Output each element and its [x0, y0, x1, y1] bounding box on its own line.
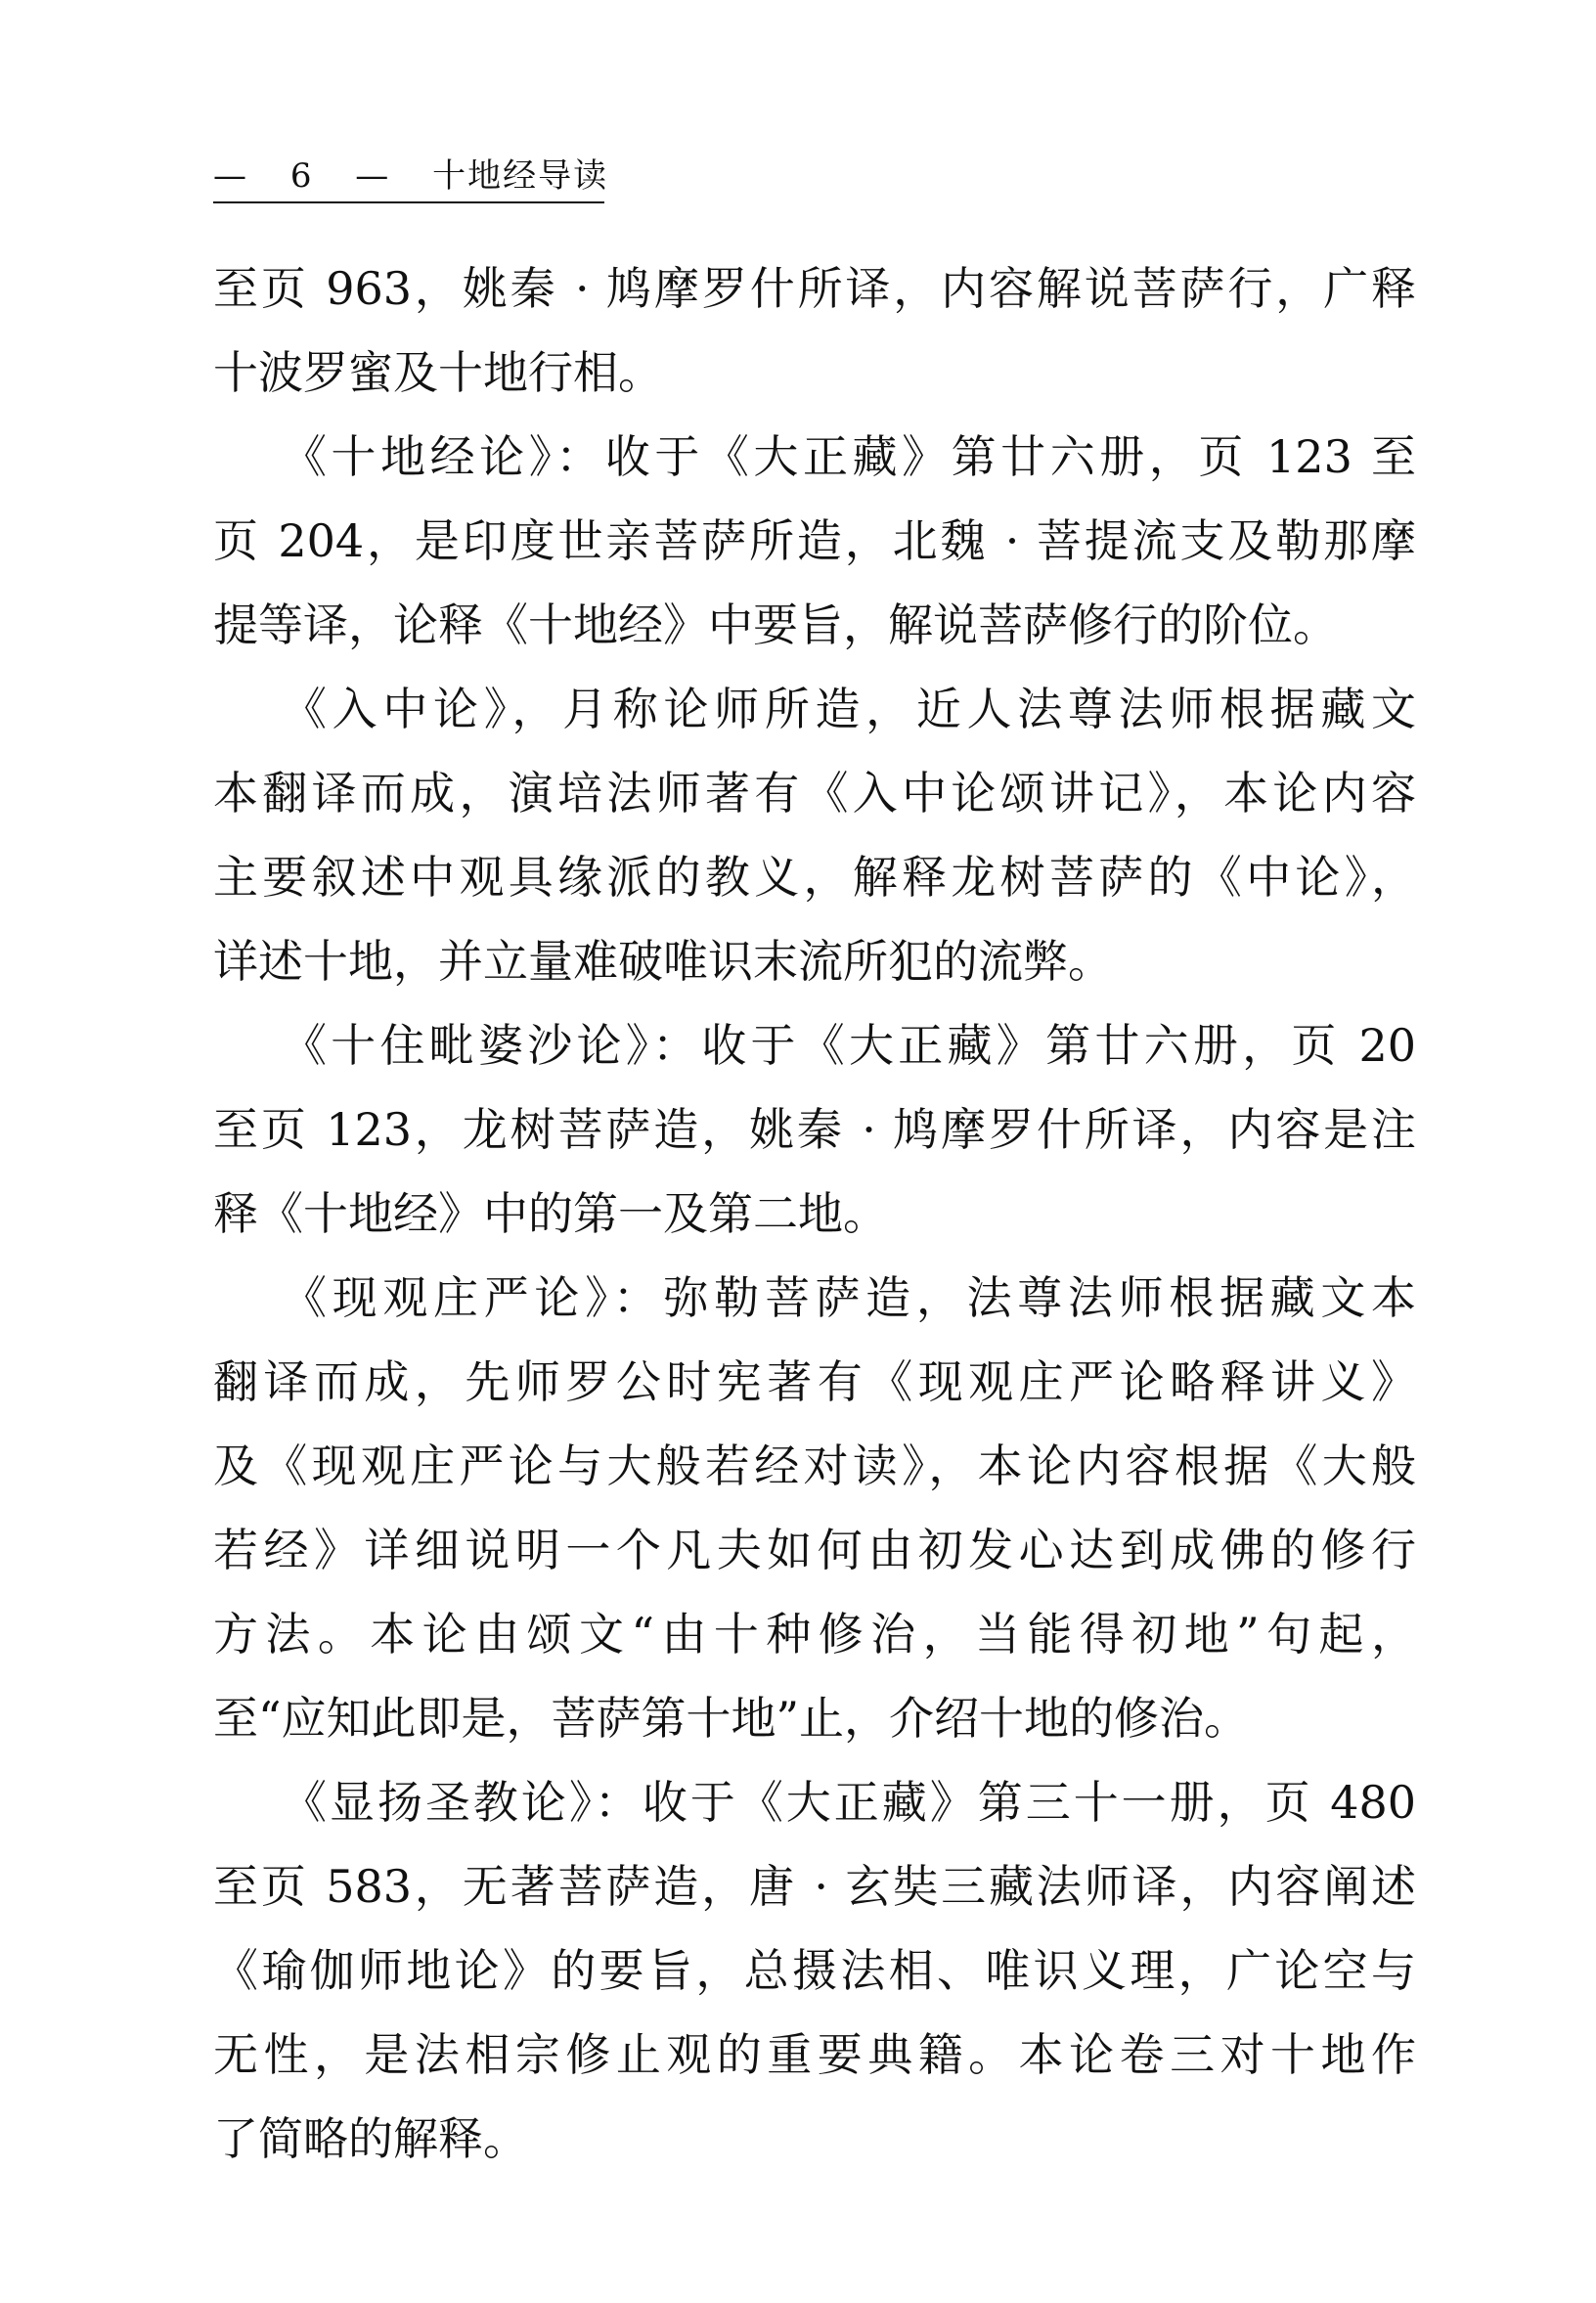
text-line: 提等译，论释《十地经》中要旨，解说菩萨修行的阶位。: [213, 598, 1338, 651]
body-text: [213, 246, 1416, 2181]
text-line: 《入中论》，月称论师所造，近人法尊法师根据藏文: [282, 683, 1416, 735]
text-line: 释《十地经》中的第一及第二地。: [213, 1187, 888, 1240]
text-line: 至页 583，无著菩萨造，唐 · 玄奘三藏法师译，内容阐述: [213, 1860, 1416, 1913]
header-dash-right: —: [355, 156, 389, 196]
text-line: 至页 963，姚秦 · 鸠摩罗什所译，内容解说菩萨行，广释: [213, 262, 1416, 315]
text-line: 《现观庄严论》：弥勒菩萨造，法尊法师根据藏文本: [282, 1271, 1416, 1324]
text-line: 页 204，是印度世亲菩萨所造，北魏 · 菩提流支及勒那摩: [213, 514, 1416, 567]
running-head: [213, 147, 624, 205]
header-dash-left: —: [213, 156, 246, 196]
text-line: 详述十地，并立量难破唯识末流所犯的流弊。: [213, 935, 1113, 988]
header-rule: [213, 201, 604, 203]
book-title: 十地经导读: [432, 156, 609, 196]
text-line: 《显扬圣教论》：收于《大正藏》第三十一册，页 480: [282, 1776, 1416, 1829]
text-line: 及《现观庄严论与大般若经对读》，本论内容根据《大般: [213, 1439, 1416, 1492]
text-line: 无性，是法相宗修止观的重要典籍。本论卷三对十地作: [213, 2028, 1416, 2081]
text-line: 主要叙述中观具缘派的教义，解释龙树菩萨的《中论》，: [213, 851, 1416, 904]
text-line: 《瑜伽师地论》的要旨，总摄法相、唯识义理，广论空与: [213, 1944, 1416, 1997]
text-line: 本翻译而成，演培法师著有《入中论颂讲记》，本论内容: [213, 767, 1416, 819]
text-line: 翻译而成，先师罗公时宪著有《现观庄严论略释讲义》: [213, 1355, 1416, 1408]
text-line: 《十地经论》：收于《大正藏》第廿六册，页 123 至: [282, 430, 1416, 483]
text-line: 了简略的解释。: [213, 2112, 528, 2165]
text-line: 十波罗蜜及十地行相。: [213, 346, 663, 399]
text-line: 方法。本论由颂文“由十种修治，当能得初地”句起，: [213, 1608, 1416, 1661]
text-line: 《十住毗婆沙论》：收于《大正藏》第廿六册，页 20: [282, 1019, 1416, 1072]
text-line: 若经》详细说明一个凡夫如何由初发心达到成佛的修行: [213, 1524, 1416, 1576]
text-line: 至页 123，龙树菩萨造，姚秦 · 鸠摩罗什所译，内容是注: [213, 1103, 1416, 1156]
text-line: 至“应知此即是，菩萨第十地”止，介绍十地的修治。: [213, 1692, 1250, 1745]
page-number: 6: [289, 156, 312, 196]
